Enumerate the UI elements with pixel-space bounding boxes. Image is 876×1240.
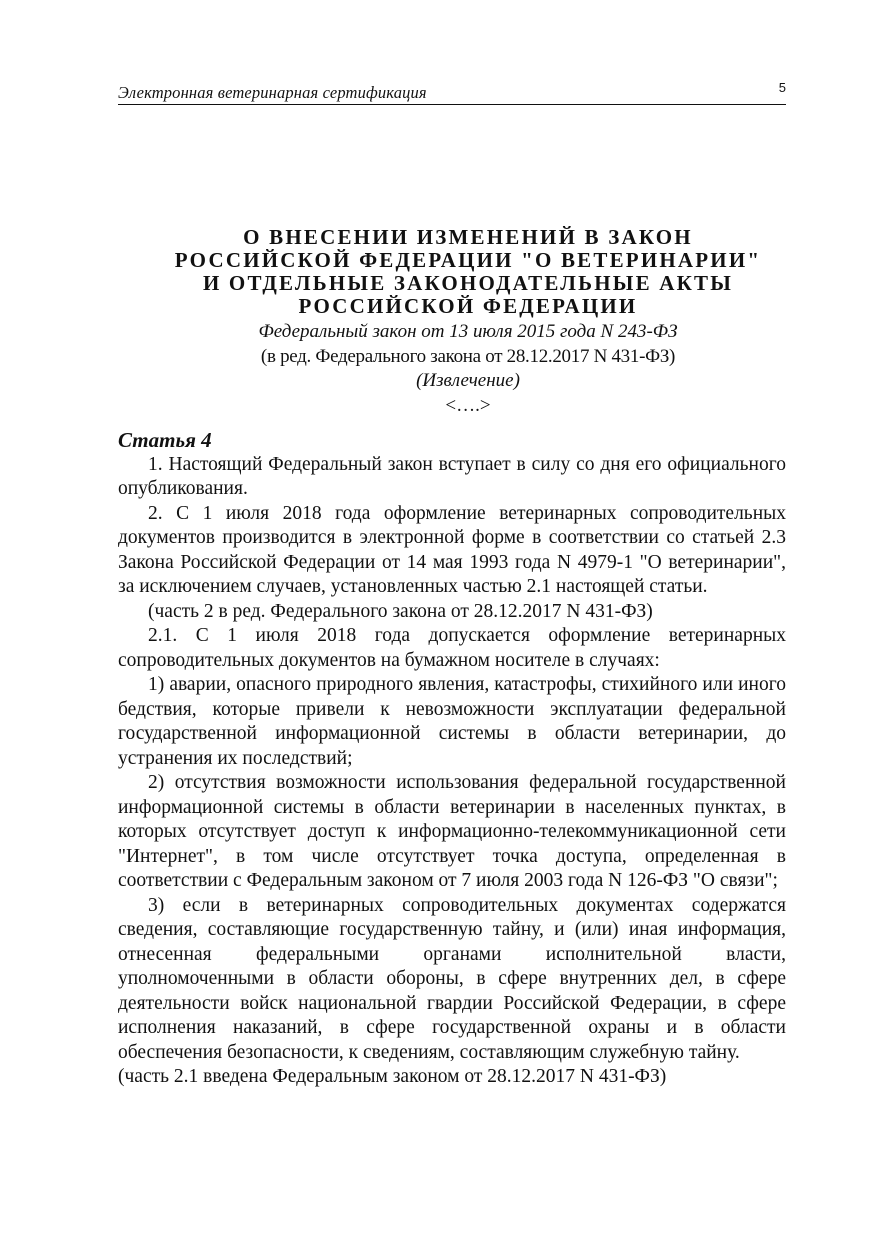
law-reference: Федеральный закон от 13 июля 2015 года N 243-ФЗ	[258, 321, 678, 342]
article-paragraph: 2.1. С 1 июля 2018 года допускается оформление ветеринарных сопроводительных документов на бумажном носителе в случаях:	[118, 625, 786, 671]
running-title: Электронная ветеринарная сертификация	[118, 83, 427, 102]
article-paragraph: 2. С 1 июля 2018 года оформление ветеринарных сопроводительных документов производится в электронной форме в соответствии со статьей 2.3 Закона Российской Федерации от 14 мая 1993 года N 4979-1 "О ветеринарии", за исключением случаев, установленных частью 2.1 настоящей статьи.	[118, 502, 786, 597]
running-header	[118, 80, 786, 105]
page-number: 5	[778, 80, 786, 95]
document-title	[118, 226, 818, 318]
amendment-note: (часть 2 в ред. Федерального закона от 28.12.2017 N 431-ФЗ)	[148, 600, 653, 622]
redaction-note: (в ред. Федерального закона от 28.12.2017 N 431-ФЗ)	[260, 345, 676, 367]
document-meta	[118, 320, 818, 418]
article-paragraph: 1. Настоящий Федеральный закон вступает в силу со дня его официального опубликования.	[118, 453, 786, 499]
amendment-note: (часть 2.1 введена Федеральным законом от 28.12.2017 N 431-ФЗ)	[118, 1066, 667, 1087]
ellipsis-marker: <….>	[445, 394, 491, 416]
extract-label: (Извлечение)	[416, 370, 520, 391]
list-item: 1) аварии, опасного природного явления, катастрофы, стихийного или иного бедствия, которые привели к невозможности эксплуатации федеральной государственной информационной системы в области ветеринарии, до устранения их последствий;	[118, 674, 786, 769]
title-line: О ВНЕСЕНИИ ИЗМЕНЕНИЙ В ЗАКОН	[243, 225, 693, 249]
list-item: 3) если в ветеринарных сопроводительных документах содержатся сведения, составляющие государственную тайну, и (или) иная информация, отнесенная федеральными органами исполнительной власти, уполномоченными в области обороны, в сфере внутренних дел, в сфере деятельности войск национальной гвардии Российской Федерации, в сфере исполнения наказаний, в сфере государственной охраны и в области обеспечения безопасности, к сведениям, составляющим служебную тайну.	[118, 894, 786, 1063]
title-line: РОССИЙСКОЙ ФЕДЕРАЦИИ "О ВЕТЕРИНАРИИ"	[174, 248, 762, 272]
list-item: 2) отсутствия возможности использования федеральной государственной информационной системы в области ветеринарии в населенных пунктах, в которых отсутствует доступ к информационно-телекоммуникационной сети "Интернет", в том числе отсутствует точка доступа, определенная в соответствии с Федеральным законом от 7 июля 2003 года N 126-ФЗ "О связи";	[118, 772, 786, 891]
article-heading: Статья 4	[118, 428, 212, 452]
article-4	[118, 428, 786, 1090]
title-line: РОССИЙСКОЙ ФЕДЕРАЦИИ	[298, 294, 638, 318]
title-line: И ОТДЕЛЬНЫЕ ЗАКОНОДАТЕЛЬНЫЕ АКТЫ	[202, 271, 734, 295]
